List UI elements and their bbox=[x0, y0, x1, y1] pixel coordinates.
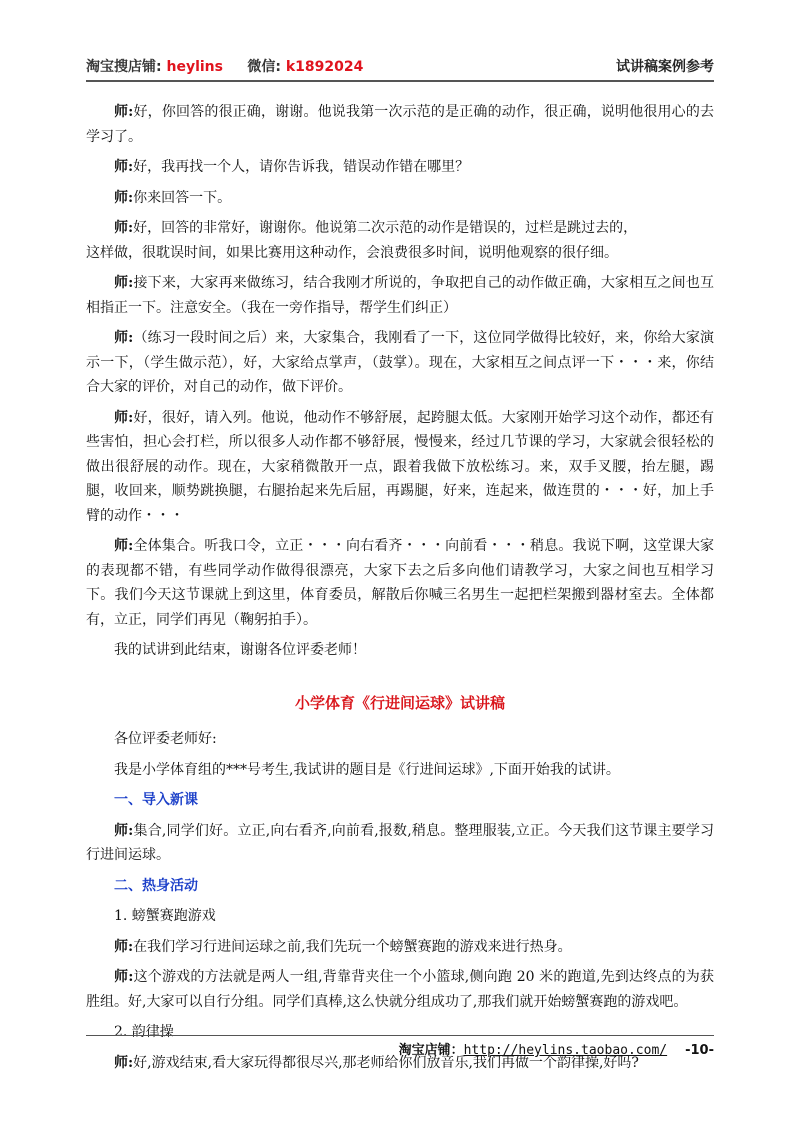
paragraph-text: 这样做，很耽误时间，如果比赛用这种动作，会浪费很多时间，说明他观察的很仔细。 bbox=[86, 244, 618, 261]
paragraph bbox=[58, 241, 714, 266]
speaker-label: 师: bbox=[114, 275, 134, 291]
intro-line: 各位评委老师好: bbox=[114, 731, 217, 747]
paragraph bbox=[86, 326, 714, 400]
paragraph bbox=[86, 155, 714, 180]
speaker-label: 师: bbox=[114, 159, 134, 175]
wechat-label: 微信: bbox=[247, 59, 281, 75]
paragraph bbox=[86, 638, 714, 663]
paragraph bbox=[86, 935, 714, 960]
header-rule bbox=[86, 80, 714, 82]
speaker-label: 师: bbox=[114, 104, 134, 120]
list-item: 2. 韵律操 bbox=[114, 1024, 174, 1040]
paragraph-text: 在我们学习行进间运球之前,我们先玩一个螃蟹赛跑的游戏来进行热身。 bbox=[133, 938, 572, 955]
document-title: 小学体育《行进间运球》试讲稿 bbox=[294, 693, 505, 712]
paragraph bbox=[86, 965, 714, 1014]
footer-shop-label: 淘宝店铺： bbox=[398, 1043, 464, 1058]
speaker-label: 师: bbox=[114, 189, 134, 206]
paragraph bbox=[86, 406, 714, 529]
footer-rule bbox=[86, 1035, 714, 1036]
page-number: -10- bbox=[685, 1043, 714, 1058]
speaker-label: 师: bbox=[114, 538, 134, 554]
paragraph bbox=[86, 216, 714, 241]
paragraph bbox=[86, 186, 714, 211]
paragraph-text: 好，你回答的很正确，谢谢。他说我第一次示范的是正确的动作，很正确，说明他很用心的去学习了。 bbox=[86, 104, 715, 145]
speaker-label: 师: bbox=[114, 220, 134, 236]
speaker-label: 师: bbox=[114, 409, 134, 426]
paragraph-text: 这个游戏的方法就是两人一组,背靠背夹住一个小篮球,侧向跑 20 米的跑道,先到达终点的为获胜组。好,大家可以自行分组。同学们真棒,这么快就分组成功了,那我们就开始螃蟹赛跑的游戏吧。 bbox=[86, 969, 714, 1010]
page-header bbox=[86, 56, 714, 82]
document-body bbox=[86, 100, 714, 1081]
intro-line: 我是小学体育组的***号考生,我试讲的题目是《行进间运球》,下面开始我的试讲。 bbox=[114, 761, 620, 778]
section-heading: 一、导入新课 bbox=[114, 792, 198, 808]
paragraph-text: 集合,同学们好。立正,向右看齐,向前看,报数,稍息。整理服装,立正。今天我们这节课主要学习行进间运球。 bbox=[86, 822, 715, 863]
paragraph bbox=[86, 534, 714, 632]
speaker-label: 师: bbox=[114, 969, 134, 985]
wechat-id: k1892024 bbox=[285, 59, 364, 75]
header-shop-info bbox=[86, 56, 363, 76]
speaker-label: 师: bbox=[114, 822, 134, 839]
page-footer bbox=[86, 1035, 714, 1059]
paragraph-text: 全体集合。听我口令，立正・・・向右看齐・・・向前看・・・稍息。我说下啊，这堂课大家的表现都不错，有些同学动作做得很漂亮，大家下去之后多向他们请教学习，大家之间也互相学习下。我们今天这节课就上到这里，体育委员，解散后你喊三名男生一起把栏架搬到器材室去。全体都有，立正，同学们再见（鞠躬拍手）。 bbox=[86, 538, 715, 628]
paragraph-text: 好，很好，请入列。他说，他动作不够舒展，起跨腿太低。大家刚开始学习这个动作，都还有些害怕，担心会打栏，所以很多人动作都不够舒展，慢慢来，经过几节课的学习，大家就会很轻松的做出很舒展的动作。现在，大家稍微散开一点，跟着我做下放松练习。来，双手叉腰，抬左腿，踢腿，收回来，顺势跳换腿，右腿抬起来先后屈，再踢腿，好来，连起来，做连贯的・・・好，加上手臂的动作・・・ bbox=[86, 409, 715, 524]
paragraph-text: 好，我再找一个人，请你告诉我，错误动作错在哪里？ bbox=[133, 159, 470, 175]
header-title: 试讲稿案例参考 bbox=[616, 59, 714, 75]
speaker-label: 师: bbox=[114, 330, 134, 346]
paragraph-text: （练习一段时间之后）来，大家集合，我刚看了一下，这位同学做得比较好，来，你给大家演示一下，（学生做示范），好，大家给点掌声，（鼓掌）。现在，大家相互之间点评一下・・・来，你结合大家的评价，对自己的动作，做下评价。 bbox=[86, 330, 715, 395]
paragraph bbox=[86, 819, 714, 868]
footer-shop-link[interactable]: http://heylins.taobao.com/ bbox=[463, 1043, 668, 1058]
paragraph-text: 你来回答一下。 bbox=[133, 189, 232, 206]
speaker-label: 师: bbox=[114, 1054, 134, 1071]
paragraph-text: 好,游戏结束,看大家玩得都很尽兴,那老师给你们放音乐,我们再做一个韵律操,好吗? bbox=[133, 1054, 639, 1071]
paragraph-text: 好，回答的非常好，谢谢你。他说第二次示范的动作是错误的，过栏是跳过去的， bbox=[133, 220, 638, 236]
shop-label: 淘宝搜店铺: bbox=[86, 59, 162, 75]
list-item: 1. 螃蟹赛跑游戏 bbox=[114, 908, 216, 924]
speaker-label: 师: bbox=[114, 938, 134, 955]
footer-text bbox=[399, 1039, 714, 1058]
paragraph-text: 我的试讲到此结束，谢谢各位评委老师！ bbox=[114, 642, 366, 658]
paragraph bbox=[86, 100, 714, 149]
shop-name: heylins bbox=[166, 59, 223, 75]
paragraph-text: 接下来，大家再来做练习，结合我刚才所说的，争取把自己的动作做正确，大家相互之间也互相指正一下。注意安全。（我在一旁作指导，帮学生们纠正） bbox=[86, 275, 715, 316]
paragraph bbox=[86, 271, 714, 320]
section-heading: 二、热身活动 bbox=[114, 877, 198, 894]
